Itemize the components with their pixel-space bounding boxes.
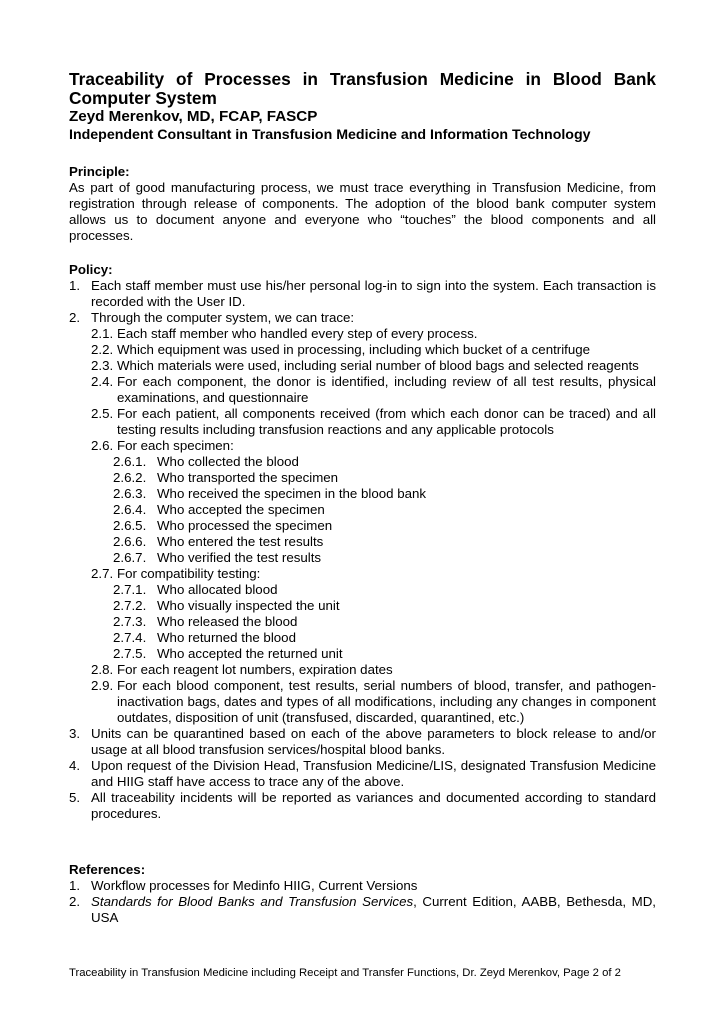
- policy-subsubitem: 2.6.2. Who transported the specimen: [113, 470, 339, 485]
- policy-subitem: 2.9. For each blood component, test results, serial numbers of blood, transfer, and pathogen-inactivation bags, dates and types of all modifications, including any changes in component outdates, disposition of unit (transfused, discarded, quarantined, etc.): [91, 678, 656, 725]
- policy-heading: Policy:: [69, 262, 113, 277]
- policy-subitem: 2.7. For compatibility testing:: [91, 566, 261, 581]
- policy-subsubitem: 2.6.6. Who entered the test results: [113, 534, 324, 549]
- document-title: [69, 70, 656, 108]
- title-line-1: Traceability of Processes in Transfusion Medicine in Blood Bank: [69, 69, 656, 89]
- principle-text: As part of good manufacturing process, we must trace everything in Transfusion Medicine, from registration through release of components. The adoption of the blood bank computer system allows us to document anyone and everyone who “touches” the blood components and all processes.: [69, 180, 656, 243]
- policy-subsubitem: 2.7.5. Who accepted the returned unit: [113, 646, 343, 661]
- policy-subitem: 2.5. For each patient, all components received (from which each donor can be traced) and all testing results including transfusion reactions and any applicable protocols: [91, 406, 656, 437]
- policy-subsubitem: 2.6.4. Who accepted the specimen: [113, 502, 325, 517]
- author: Zeyd Merenkov, MD, FCAP, FASCP: [69, 108, 318, 125]
- policy-subsubitem: 2.6.1. Who collected the blood: [113, 454, 299, 469]
- policy-item: 3. Units can be quarantined based on each of the above parameters to block release to and/or usage at all blood transfusion services/hospital blood banks.: [69, 726, 656, 757]
- policy-item: 5. All traceability incidents will be reported as variances and documented according to standard procedures.: [69, 790, 656, 821]
- policy-item: 1. Each staff member must use his/her personal log-in to sign into the system. Each transaction is recorded with the User ID.: [69, 278, 656, 309]
- reference-item: 2. Standards for Blood Banks and Transfusion Services, Current Edition, AABB, Bethesda, MD, USA: [69, 894, 657, 925]
- policy-subsubitem: 2.6.3. Who received the specimen in the blood bank: [113, 486, 427, 501]
- policy-item: 2. Through the computer system, we can trace:: [69, 310, 355, 325]
- policy-subsubitem: 2.6.5. Who processed the specimen: [113, 518, 333, 533]
- references-list: [69, 878, 656, 926]
- policy-list: [69, 278, 656, 822]
- policy-subsubitem: 2.7.3. Who released the blood: [113, 614, 298, 629]
- policy-subsubitem: 2.7.2. Who visually inspected the unit: [113, 598, 340, 613]
- affiliation: Independent Consultant in Transfusion Medicine and Information Technology: [69, 127, 591, 143]
- policy-item: 4. Upon request of the Division Head, Transfusion Medicine/LIS, designated Transfusion Medicine and HIIG staff have access to trace any of the above.: [69, 758, 656, 789]
- title-line-2: Computer System: [69, 88, 217, 108]
- policy-subitem: 2.3. Which materials were used, including serial number of blood bags and selected reagents: [91, 358, 639, 373]
- policy-subitem: 2.2. Which equipment was used in processing, including which bucket of a centrifuge: [91, 342, 591, 357]
- policy-subitem: 2.6. For each specimen:: [91, 438, 234, 453]
- policy-subsubitem: 2.6.7. Who verified the test results: [113, 550, 322, 565]
- policy-subitem: 2.8. For each reagent lot numbers, expiration dates: [91, 662, 393, 677]
- principle-heading: Principle:: [69, 164, 130, 179]
- reference-title: Standards for Blood Banks and Transfusion Services: [91, 894, 414, 909]
- references-heading: References:: [69, 862, 146, 877]
- policy-subitem: 2.4. For each component, the donor is identified, including review of all test results, physical examinations, and questionnaire: [91, 374, 656, 405]
- document-page: [69, 70, 656, 926]
- policy-subsubitem: 2.7.4. Who returned the blood: [113, 630, 296, 645]
- page-footer: Traceability in Transfusion Medicine including Receipt and Transfer Functions, Dr. Zeyd Merenkov, Page 2 of 2: [69, 967, 621, 979]
- policy-subsubitem: 2.7.1. Who allocated blood: [113, 582, 278, 597]
- reference-item: 1. Workflow processes for Medinfo HIIG, Current Versions: [69, 878, 418, 893]
- policy-subitem: 2.1. Each staff member who handled every step of every process.: [91, 326, 478, 341]
